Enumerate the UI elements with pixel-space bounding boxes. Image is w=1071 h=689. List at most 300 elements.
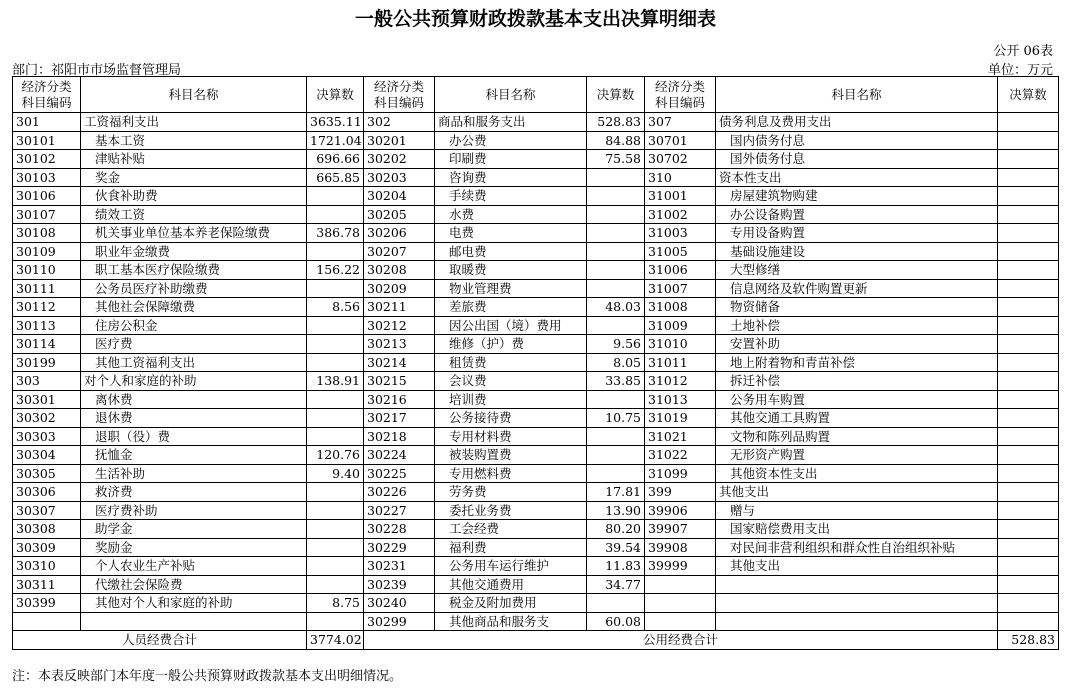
item-name: 奖金 (81, 168, 307, 187)
item-code: 30208 (364, 261, 435, 280)
item-amount (998, 427, 1059, 446)
item-name: 债务利息及费用支出 (716, 113, 998, 132)
item-amount (307, 279, 364, 298)
item-name: 其他对个人和家庭的补助 (81, 594, 307, 613)
item-code: 30231 (364, 557, 435, 576)
table-row (13, 557, 1059, 576)
item-name: 机关事业单位基本养老保险缴费 (81, 224, 307, 243)
item-amount: 80.20 (587, 520, 645, 539)
item-code: 31005 (645, 242, 716, 261)
table-row (13, 538, 1059, 557)
table-row (13, 113, 1059, 132)
item-name: 公务用车购置 (716, 390, 998, 409)
table-row (13, 168, 1059, 187)
item-amount: 8.75 (307, 594, 364, 613)
item-amount (998, 224, 1059, 243)
item-amount (307, 575, 364, 594)
item-code: 30228 (364, 520, 435, 539)
table-row (13, 594, 1059, 613)
item-name: 房屋建筑物购建 (716, 187, 998, 206)
item-amount (998, 316, 1059, 335)
item-amount (998, 501, 1059, 520)
item-code: 31019 (645, 409, 716, 428)
table-row (13, 612, 1059, 631)
item-code: 30106 (13, 187, 81, 206)
item-amount: 528.83 (587, 113, 645, 132)
unit-label: 单位：万元 (987, 63, 1053, 78)
item-code: 30108 (13, 224, 81, 243)
item-name: 税金及附加费用 (435, 594, 587, 613)
personnel-total-value: 3774.02 (307, 631, 364, 650)
table-row (13, 372, 1059, 391)
item-amount (998, 390, 1059, 409)
item-name: 信息网络及软件购置更新 (716, 279, 998, 298)
item-code: 30305 (13, 464, 81, 483)
item-code: 39999 (645, 557, 716, 576)
item-amount: 84.88 (587, 131, 645, 150)
item-code (13, 612, 81, 631)
table-row (13, 261, 1059, 280)
item-code: 30310 (13, 557, 81, 576)
table-row (13, 187, 1059, 206)
item-amount (998, 113, 1059, 132)
item-code: 39907 (645, 520, 716, 539)
item-amount (998, 168, 1059, 187)
table-row (13, 520, 1059, 539)
item-code: 30306 (13, 483, 81, 502)
table-row (13, 131, 1059, 150)
item-name: 电费 (435, 224, 587, 243)
item-amount (998, 446, 1059, 465)
table-row (13, 335, 1059, 354)
item-amount (587, 242, 645, 261)
item-amount (998, 150, 1059, 169)
item-code: 303 (13, 372, 81, 391)
item-code: 310 (645, 168, 716, 187)
table-row (13, 501, 1059, 520)
item-name: 专用燃料费 (435, 464, 587, 483)
item-amount (998, 538, 1059, 557)
item-name: 奖励金 (81, 538, 307, 557)
item-code: 302 (364, 113, 435, 132)
header-amount-3: 决算数 (998, 77, 1059, 113)
item-amount (998, 483, 1059, 502)
table-row (13, 224, 1059, 243)
item-amount (307, 242, 364, 261)
item-code: 30226 (364, 483, 435, 502)
item-amount (307, 520, 364, 539)
item-code: 31009 (645, 316, 716, 335)
item-code: 31002 (645, 205, 716, 224)
item-name: 文物和陈列品购置 (716, 427, 998, 446)
item-amount (587, 168, 645, 187)
item-name: 安置补助 (716, 335, 998, 354)
item-name: 委托业务费 (435, 501, 587, 520)
item-amount: 75.58 (587, 150, 645, 169)
item-amount (307, 483, 364, 502)
item-name: 资本性支出 (716, 168, 998, 187)
item-name: 退职（役）费 (81, 427, 307, 446)
item-code: 30110 (13, 261, 81, 280)
item-amount: 8.05 (587, 353, 645, 372)
item-code: 30217 (364, 409, 435, 428)
item-amount: 34.77 (587, 575, 645, 594)
item-code: 30109 (13, 242, 81, 261)
header-code-1: 经济分类 科目编码 (13, 77, 81, 113)
item-name: 抚恤金 (81, 446, 307, 465)
item-amount: 60.08 (587, 612, 645, 631)
item-name: 水费 (435, 205, 587, 224)
item-code: 30214 (364, 353, 435, 372)
item-amount: 386.78 (307, 224, 364, 243)
item-amount (307, 409, 364, 428)
item-name: 其他交通工具购置 (716, 409, 998, 428)
item-code: 31007 (645, 279, 716, 298)
item-code: 30114 (13, 335, 81, 354)
item-amount (998, 131, 1059, 150)
table-row (13, 409, 1059, 428)
item-amount (307, 316, 364, 335)
item-code: 30225 (364, 464, 435, 483)
item-amount (307, 205, 364, 224)
item-amount (998, 353, 1059, 372)
item-name: 其他资本性支出 (716, 464, 998, 483)
item-amount (307, 501, 364, 520)
item-code: 30102 (13, 150, 81, 169)
item-name: 其他商品和服务支 (435, 612, 587, 631)
item-name: 职工基本医疗保险缴费 (81, 261, 307, 280)
item-amount (998, 520, 1059, 539)
item-name (716, 612, 998, 631)
item-name: 物业管理费 (435, 279, 587, 298)
item-name: 国家赔偿费用支出 (716, 520, 998, 539)
item-name: 生活补助 (81, 464, 307, 483)
item-code: 31013 (645, 390, 716, 409)
item-amount: 39.54 (587, 538, 645, 557)
item-amount (587, 187, 645, 206)
item-name: 助学金 (81, 520, 307, 539)
expenditure-table (12, 76, 1059, 650)
item-amount (587, 316, 645, 335)
item-amount: 10.75 (587, 409, 645, 428)
item-amount (307, 390, 364, 409)
item-amount (587, 427, 645, 446)
item-code: 30211 (364, 298, 435, 317)
item-code: 31012 (645, 372, 716, 391)
item-code: 30307 (13, 501, 81, 520)
item-code: 30205 (364, 205, 435, 224)
item-name: 职业年金缴费 (81, 242, 307, 261)
item-name: 医疗费补助 (81, 501, 307, 520)
item-code: 31021 (645, 427, 716, 446)
item-amount (307, 353, 364, 372)
item-name: 公务员医疗补助缴费 (81, 279, 307, 298)
item-name: 大型修缮 (716, 261, 998, 280)
item-amount (998, 187, 1059, 206)
item-amount (998, 261, 1059, 280)
item-name: 国内债务付息 (716, 131, 998, 150)
item-name: 咨询费 (435, 168, 587, 187)
item-amount: 3635.11 (307, 113, 364, 132)
item-amount (998, 298, 1059, 317)
item-amount (307, 427, 364, 446)
item-amount: 17.81 (587, 483, 645, 502)
item-name: 其他工资福利支出 (81, 353, 307, 372)
item-code: 30207 (364, 242, 435, 261)
item-code: 30399 (13, 594, 81, 613)
item-name (81, 612, 307, 631)
item-code: 30113 (13, 316, 81, 335)
item-code: 30209 (364, 279, 435, 298)
item-code: 301 (13, 113, 81, 132)
item-name: 其他交通费用 (435, 575, 587, 594)
item-amount (307, 557, 364, 576)
header-code-2: 经济分类 科目编码 (364, 77, 435, 113)
item-name: 劳务费 (435, 483, 587, 502)
item-name: 基本工资 (81, 131, 307, 150)
item-amount (307, 538, 364, 557)
item-name: 基础设施建设 (716, 242, 998, 261)
table-row (13, 427, 1059, 446)
item-amount (998, 242, 1059, 261)
item-code: 30239 (364, 575, 435, 594)
item-amount (587, 594, 645, 613)
totals-row (13, 631, 1059, 650)
item-code: 30299 (364, 612, 435, 631)
table-row (13, 446, 1059, 465)
item-amount: 1721.04 (307, 131, 364, 150)
item-name: 会议费 (435, 372, 587, 391)
item-amount (998, 372, 1059, 391)
item-amount (998, 575, 1059, 594)
item-name: 其他支出 (716, 557, 998, 576)
item-name: 公务用车运行维护 (435, 557, 587, 576)
item-code: 30303 (13, 427, 81, 446)
item-amount: 48.03 (587, 298, 645, 317)
item-code: 31010 (645, 335, 716, 354)
item-amount: 156.22 (307, 261, 364, 280)
item-amount (998, 205, 1059, 224)
item-amount (998, 612, 1059, 631)
item-name: 地上附着物和青苗补偿 (716, 353, 998, 372)
table-row (13, 316, 1059, 335)
item-code: 31003 (645, 224, 716, 243)
table-row (13, 279, 1059, 298)
item-code: 30202 (364, 150, 435, 169)
header-amount-2: 决算数 (587, 77, 645, 113)
item-amount (587, 261, 645, 280)
item-name: 土地补偿 (716, 316, 998, 335)
item-name: 救济费 (81, 483, 307, 502)
table-row (13, 575, 1059, 594)
item-amount (587, 224, 645, 243)
item-name: 伙食补助费 (81, 187, 307, 206)
item-name: 邮电费 (435, 242, 587, 261)
item-amount (587, 446, 645, 465)
item-code: 30204 (364, 187, 435, 206)
item-name (716, 594, 998, 613)
item-code: 30308 (13, 520, 81, 539)
item-code: 30103 (13, 168, 81, 187)
item-name: 商品和服务支出 (435, 113, 587, 132)
item-code: 30199 (13, 353, 81, 372)
item-code: 31008 (645, 298, 716, 317)
item-amount: 13.90 (587, 501, 645, 520)
item-code: 30213 (364, 335, 435, 354)
item-name: 办公设备购置 (716, 205, 998, 224)
item-code: 30107 (13, 205, 81, 224)
item-code: 31022 (645, 446, 716, 465)
item-name: 专用材料费 (435, 427, 587, 446)
item-name: 被装购置费 (435, 446, 587, 465)
table-header-row (13, 77, 1059, 113)
item-amount (307, 335, 364, 354)
item-amount: 9.56 (587, 335, 645, 354)
item-code: 30215 (364, 372, 435, 391)
item-code: 31011 (645, 353, 716, 372)
item-name: 工资福利支出 (81, 113, 307, 132)
item-code: 30311 (13, 575, 81, 594)
item-name (716, 575, 998, 594)
item-code: 30301 (13, 390, 81, 409)
item-amount (998, 464, 1059, 483)
item-name: 手续费 (435, 187, 587, 206)
item-code: 30304 (13, 446, 81, 465)
public-total-value: 528.83 (998, 631, 1059, 650)
item-name: 绩效工资 (81, 205, 307, 224)
item-name: 赠与 (716, 501, 998, 520)
item-amount (587, 279, 645, 298)
item-name: 培训费 (435, 390, 587, 409)
item-name: 其他社会保障缴费 (81, 298, 307, 317)
item-amount (998, 557, 1059, 576)
item-code: 30212 (364, 316, 435, 335)
item-name: 因公出国（境）费用 (435, 316, 587, 335)
item-amount: 138.91 (307, 372, 364, 391)
item-code: 30229 (364, 538, 435, 557)
personnel-total-label: 人员经费合计 (13, 631, 307, 650)
header-code-3: 经济分类 科目编码 (645, 77, 716, 113)
item-code: 30203 (364, 168, 435, 187)
item-name: 其他支出 (716, 483, 998, 502)
item-code: 31006 (645, 261, 716, 280)
item-code: 39906 (645, 501, 716, 520)
item-name: 津贴补贴 (81, 150, 307, 169)
item-code: 30701 (645, 131, 716, 150)
header-name-1: 科目名称 (81, 77, 307, 113)
header-amount-1: 决算数 (307, 77, 364, 113)
item-name: 维修（护）费 (435, 335, 587, 354)
item-name: 专用设备购置 (716, 224, 998, 243)
item-code: 31099 (645, 464, 716, 483)
department-label: 部门：祁阳市市场监督管理局 (12, 63, 182, 78)
table-row (13, 464, 1059, 483)
header-name-3: 科目名称 (716, 77, 998, 113)
item-amount: 696.66 (307, 150, 364, 169)
item-code: 30309 (13, 538, 81, 557)
form-number: 公开 06表 (993, 44, 1053, 59)
item-amount: 11.83 (587, 557, 645, 576)
item-code: 30227 (364, 501, 435, 520)
table-row (13, 242, 1059, 261)
public-total-label: 公用经费合计 (364, 631, 998, 650)
table-row (13, 483, 1059, 502)
item-amount (998, 335, 1059, 354)
item-name: 离休费 (81, 390, 307, 409)
item-amount (998, 279, 1059, 298)
item-amount (307, 612, 364, 631)
item-name: 工会经费 (435, 520, 587, 539)
item-amount (998, 409, 1059, 428)
item-name: 个人农业生产补贴 (81, 557, 307, 576)
item-code: 30216 (364, 390, 435, 409)
item-amount (307, 187, 364, 206)
item-name: 对民间非营利组织和群众性自治组织补贴 (716, 538, 998, 557)
item-code: 30201 (364, 131, 435, 150)
item-code: 31001 (645, 187, 716, 206)
item-amount: 33.85 (587, 372, 645, 391)
item-code: 30302 (13, 409, 81, 428)
item-name: 住房公积金 (81, 316, 307, 335)
item-name: 对个人和家庭的补助 (81, 372, 307, 391)
item-name: 退休费 (81, 409, 307, 428)
item-amount: 120.76 (307, 446, 364, 465)
item-amount: 665.85 (307, 168, 364, 187)
table-row (13, 353, 1059, 372)
table-row (13, 298, 1059, 317)
item-name: 代缴社会保险费 (81, 575, 307, 594)
item-amount (998, 594, 1059, 613)
item-code: 399 (645, 483, 716, 502)
item-name: 无形资产购置 (716, 446, 998, 465)
table-row (13, 390, 1059, 409)
item-name: 福利费 (435, 538, 587, 557)
item-code: 39908 (645, 538, 716, 557)
item-code: 30111 (13, 279, 81, 298)
item-name: 拆迁补偿 (716, 372, 998, 391)
item-name: 差旅费 (435, 298, 587, 317)
item-code (645, 575, 716, 594)
table-note: 注：本表反映部门本年度一般公共预算财政拨款基本支出明细情况。 (12, 669, 403, 684)
item-amount: 9.40 (307, 464, 364, 483)
item-name: 办公费 (435, 131, 587, 150)
item-amount: 8.56 (307, 298, 364, 317)
item-code (645, 612, 716, 631)
item-name: 国外债务付息 (716, 150, 998, 169)
table-row (13, 150, 1059, 169)
item-amount (587, 464, 645, 483)
item-amount (587, 205, 645, 224)
item-name: 租赁费 (435, 353, 587, 372)
item-amount (587, 390, 645, 409)
item-code: 30702 (645, 150, 716, 169)
item-code: 30101 (13, 131, 81, 150)
table-row (13, 205, 1059, 224)
item-name: 物资储备 (716, 298, 998, 317)
item-name: 印刷费 (435, 150, 587, 169)
item-code: 30206 (364, 224, 435, 243)
header-name-2: 科目名称 (435, 77, 587, 113)
item-code: 30112 (13, 298, 81, 317)
item-code (645, 594, 716, 613)
item-code: 307 (645, 113, 716, 132)
item-name: 公务接待费 (435, 409, 587, 428)
item-code: 30218 (364, 427, 435, 446)
item-code: 30224 (364, 446, 435, 465)
item-name: 取暖费 (435, 261, 587, 280)
item-code: 30240 (364, 594, 435, 613)
item-name: 医疗费 (81, 335, 307, 354)
